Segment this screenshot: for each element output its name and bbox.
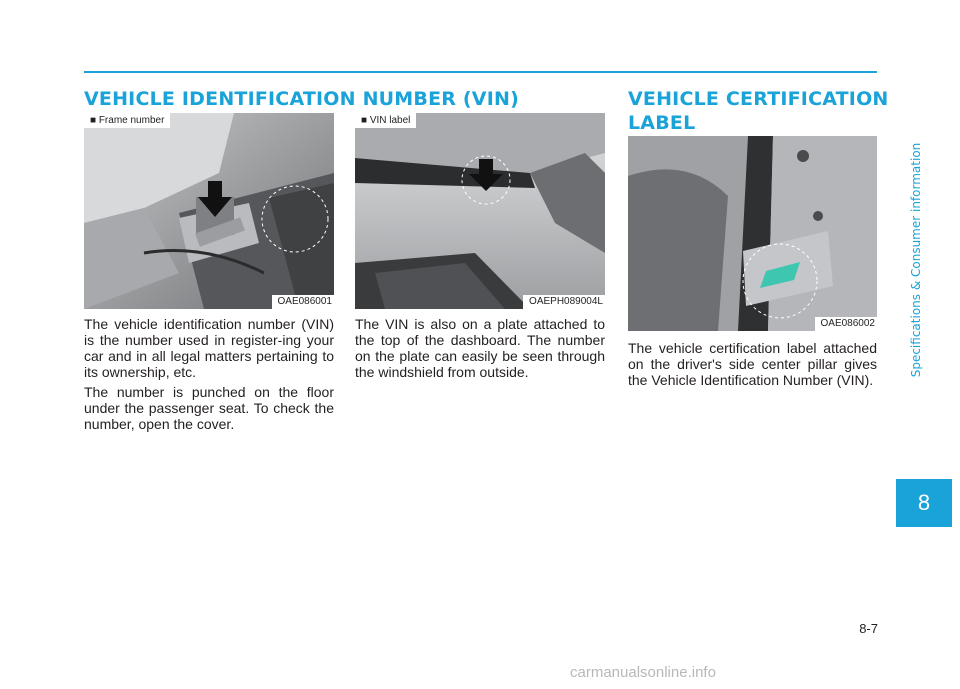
section-side-title: Specifications & Consumer information <box>909 142 923 378</box>
vin-heading: VEHICLE IDENTIFICATION NUMBER (VIN) <box>84 88 519 110</box>
page-number: 8-7 <box>859 621 878 636</box>
cert-heading <box>628 87 889 135</box>
cert-photo-code: OAE086002 <box>815 317 878 331</box>
header-rule <box>84 71 877 73</box>
vin-paragraph-1: The vehicle identification number (VIN) is the number used in register-ing your car and in all legal matters pertaining to its ownership, etc. <box>84 316 334 380</box>
vin-label-tag: ■ VIN label <box>355 113 416 128</box>
dashboard-vin-paragraph: The VIN is also on a plate attached to the top of the dashboard. The number on the plate can easily be seen through the windshield from outside. <box>355 316 605 380</box>
frame-number-tag: ■ Frame number <box>84 113 170 128</box>
cert-label-photo <box>628 136 877 331</box>
vin-label-photo <box>355 113 605 309</box>
cert-label-illustration <box>628 136 877 331</box>
chapter-tab: 8 <box>896 479 952 527</box>
footer-watermark: carmanualsonline.info <box>570 664 716 681</box>
frame-photo-code: OAE086001 <box>272 295 335 309</box>
vin-paragraph-2: The number is punched on the floor under the passenger seat. To check the number, open the cover. <box>84 384 334 432</box>
frame-number-illustration <box>84 113 334 309</box>
frame-number-photo <box>84 113 334 309</box>
cert-heading-line2: LABEL <box>628 112 696 134</box>
vin-label-illustration <box>355 113 605 309</box>
vin-photo-code: OAEPH089004L <box>523 295 605 309</box>
cert-label-paragraph: The vehicle certification label attached on the driver's side center pillar gives the Vehicle Identification Number (VIN). <box>628 340 877 388</box>
cert-heading-line1: VEHICLE CERTIFICATION <box>628 88 889 110</box>
